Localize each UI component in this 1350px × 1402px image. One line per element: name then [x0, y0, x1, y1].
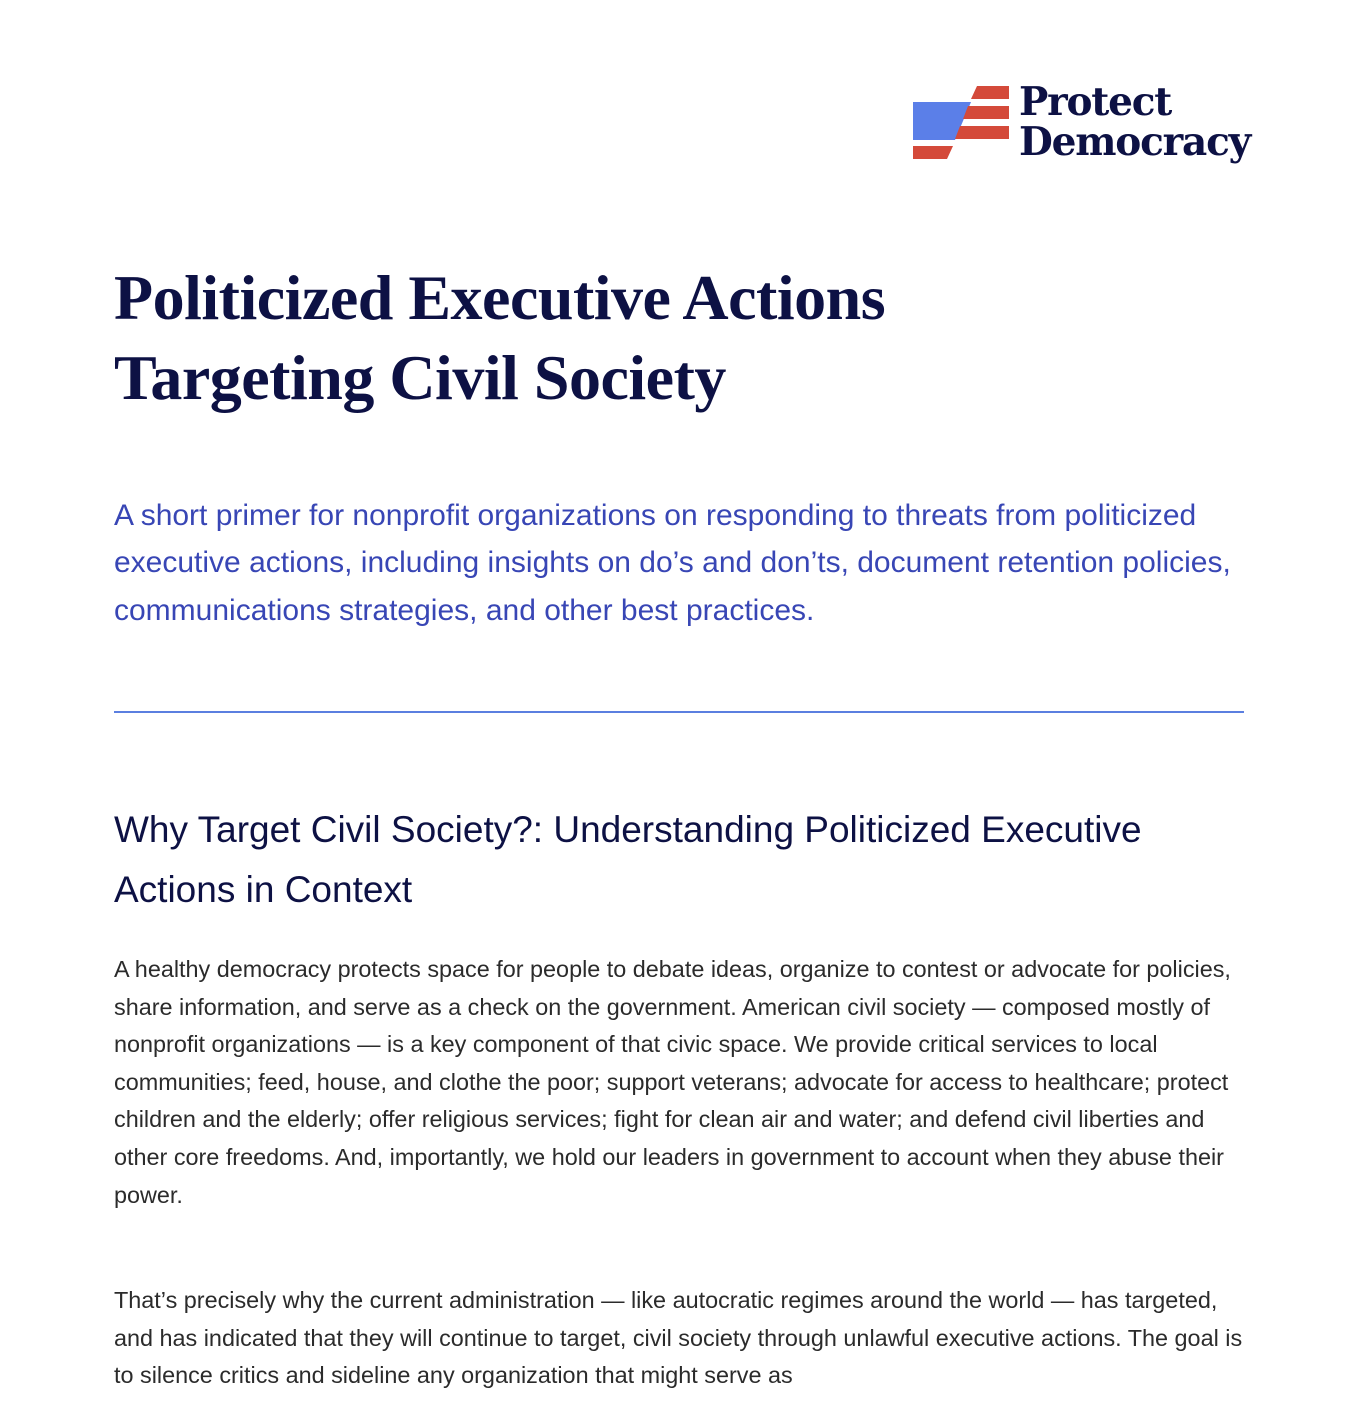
logo-line-protect: Protect — [1019, 79, 1172, 125]
intro-subtitle: A short primer for nonprofit organizations on responding to threats from politicized executive actions, including insights on do’s and don’ts, document retention policies, communications strategies, and other best practices. — [114, 499, 1231, 627]
flag-logo-icon — [913, 86, 1009, 162]
page-title — [114, 258, 1114, 418]
title-line-2: Targeting Civil Society — [114, 342, 726, 413]
logo-wordmark — [1019, 79, 1251, 165]
protect-democracy-logo — [913, 79, 1253, 174]
body-paragraph-1: A healthy democracy protects space for people to debate ideas, organize to contest or advocate for policies, share information, and serve as a check on the government. American civil society — composed mostly of nonprofit organizations — is a key component of that civic space. We provide critical services to local communities; feed, house, and clothe the poor; support veterans; advocate for access to healthcare; protect children and the elderly; offer religious services; fight for clean air and water; and defend civil liberties and other core freedoms. And, importantly, we hold our leaders in government to account when they abuse their power. — [114, 956, 1231, 1208]
title-line-1: Politicized Executive Actions — [114, 262, 886, 333]
section-divider — [114, 711, 1244, 713]
logo-line-democracy: Democracy — [1019, 119, 1251, 165]
section-heading: Why Target Civil Society?: Understanding Politicized Executive Actions in Context — [114, 809, 1142, 910]
body-paragraph-2: That’s precisely why the current administration — like autocratic regimes around the world — has targeted, and has indicated that they will continue to target, civil society through unlawful executive actions. The goal is to silence critics and sideline any organization that might serve as — [114, 1287, 1243, 1389]
